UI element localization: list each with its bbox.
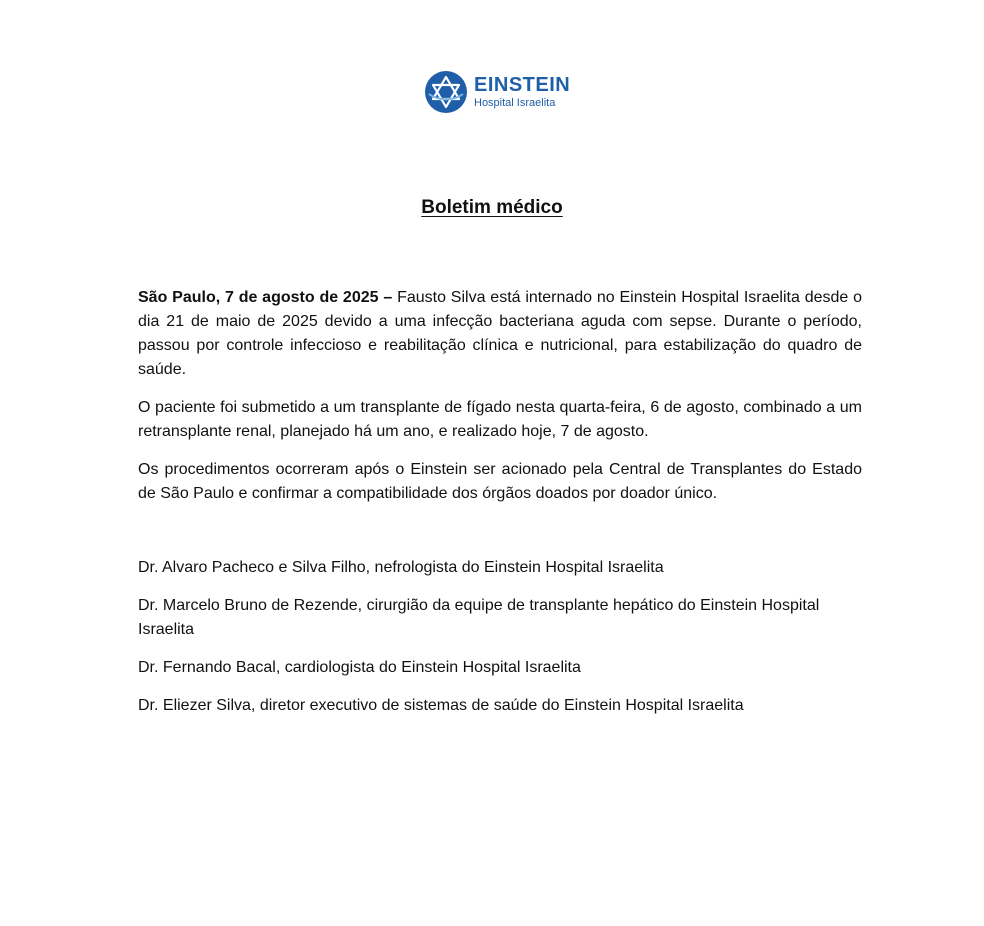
signature-item: Dr. Eliezer Silva, diretor executivo de sistemas de saúde do Einstein Hospital Israelita: [138, 697, 744, 714]
hospital-logo: [424, 70, 570, 114]
paragraph-intro: [138, 286, 862, 382]
logo-subtitle: Hospital Israelita: [474, 97, 556, 109]
logo-text: [474, 75, 570, 109]
paragraph-text: Fausto Silva está internado no Einstein Hospital Israelita desde o dia 21 de maio de 2025 devido a uma infecção bacteriana aguda com sepse. Durante o período, passou por controle infeccioso e reabilitação clínica e nutricional, para estabilização do quadro de saúde.: [138, 289, 863, 378]
signatures-list: [138, 556, 862, 718]
paragraph-procedure: O paciente foi submetido a um transplante de fígado nesta quarta-feira, 6 de agosto, combinado a um retransplante renal, planejado há um ano, e realizado hoje, 7 de agosto.: [138, 399, 862, 440]
document-title: Boletim médico: [421, 197, 563, 218]
bulletin-body: [138, 286, 862, 732]
einstein-star-icon: [424, 70, 468, 114]
signature-item: Dr. Alvaro Pacheco e Silva Filho, nefrologista do Einstein Hospital Israelita: [138, 559, 664, 576]
signature-item: Dr. Fernando Bacal, cardiologista do Einstein Hospital Israelita: [138, 659, 581, 676]
logo-name: EINSTEIN: [474, 74, 571, 96]
date-lead: São Paulo, 7 de agosto de 2025 –: [138, 289, 393, 306]
signature-item: Dr. Marcelo Bruno de Rezende, cirurgião da equipe de transplante hepático do Einstein Hospital Israelita: [138, 597, 820, 638]
paragraph-context: Os procedimentos ocorreram após o Einstein ser acionado pela Central de Transplantes do Estado de São Paulo e confirmar a compatibilidade dos órgãos doados por doador único.: [138, 461, 862, 502]
